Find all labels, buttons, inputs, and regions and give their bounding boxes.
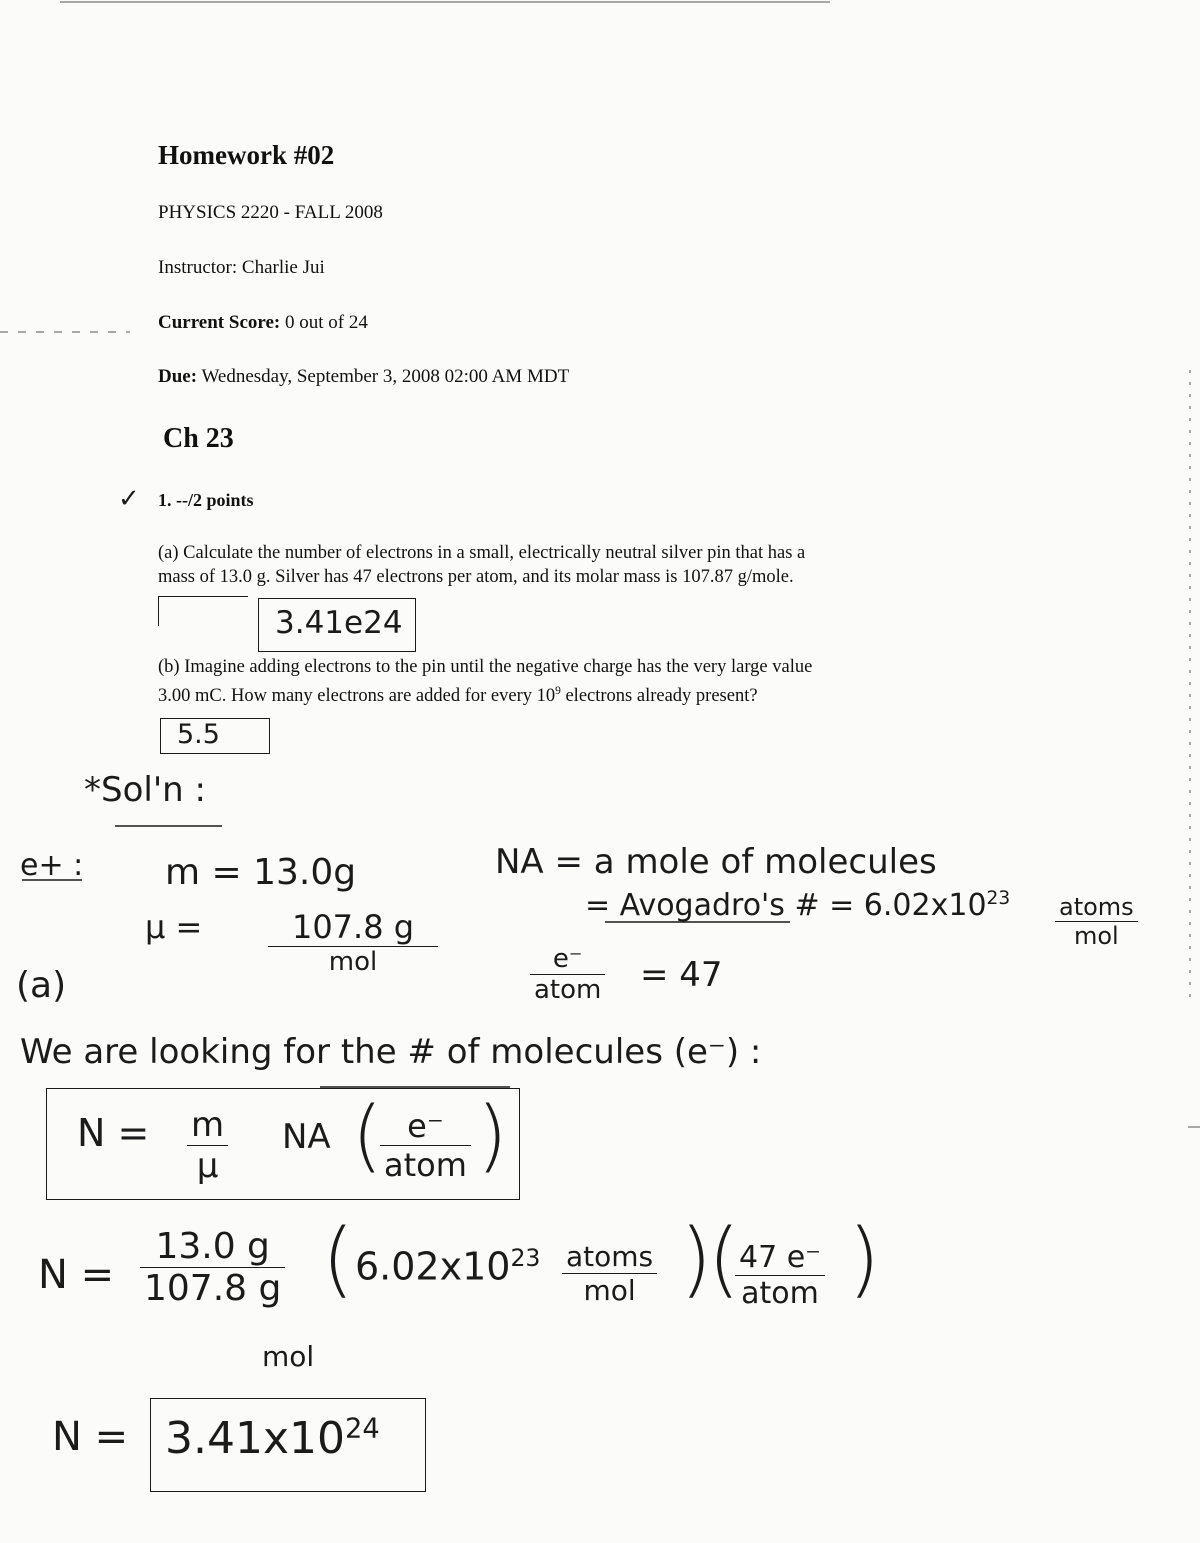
calculation-mass-fraction: $\frac{13.0 g}{107.8 g}$ [140, 1226, 285, 1309]
molar-mass-lhs: μ = [145, 908, 203, 946]
avogadro-unit: atoms mol [1055, 893, 1138, 950]
looking-for-statement: We are looking for the # of molecules (e⁻) : [20, 1032, 762, 1072]
calc-paren-2-close: ) [848, 1212, 880, 1307]
course-name: PHYSICS 2220 - FALL 2008 [158, 202, 383, 223]
part-b-line-1: (b) Imagine adding electrons to the pin until the negative charge has the very large value [158, 657, 813, 677]
part-a-line-2: mass of 13.0 g. Silver has 47 electrons per atom, and its molar mass is 107.87 g/mole. [158, 567, 794, 587]
calc-paren-1-close: ) [680, 1212, 712, 1307]
formula-lhs: N = [77, 1111, 150, 1155]
calc-paren-2-open: ( [708, 1212, 740, 1307]
formula-paren-close: ) [477, 1091, 508, 1181]
calc-paren-1-open: ( [322, 1212, 354, 1307]
calculation-avogadro: $6.02x10^{23}$ [355, 1244, 541, 1289]
answer-b-value: 5.5 [177, 719, 220, 750]
score-value: 0 out of 24 [285, 312, 368, 333]
electrons-per-atom-value: = 47 [640, 955, 723, 995]
instructor: Instructor: Charlie Jui [158, 257, 325, 278]
mass-given: m = 13.0g [165, 852, 357, 893]
calculation-electron-fraction: 47 e⁻ atom [735, 1240, 825, 1311]
check-mark-icon: ✓ [118, 484, 140, 514]
part-a-label: (a) [16, 965, 67, 1006]
answer-a-value: 3.41e24 [275, 605, 403, 641]
calculation-avogadro-unit: atoms mol [562, 1240, 657, 1307]
formula-electron-fraction: e⁻ atom [380, 1107, 471, 1184]
question-number: 1. --/2 points [158, 490, 254, 510]
part-a-line-1: (a) Calculate the number of electrons in a small, electrically neutral silver pin that has a [158, 543, 806, 563]
calculation-lhs: N = [38, 1252, 115, 1298]
result-lhs: N = [52, 1414, 129, 1460]
part-b-line-2: 3.00 mC. How many electrons are added for every $10^9$ electrons already present? [158, 685, 758, 707]
avogadro-line-2: = Avogadro's # = $6.02x10^{23}$ [585, 888, 1011, 923]
result-value: $3.41x10^{24}$ [165, 1413, 380, 1464]
avogadro-line-1: NA = a mole of molecules [495, 842, 937, 882]
chapter-heading: Ch 23 [163, 423, 234, 454]
scan-edge-marks [0, 2, 1200, 1127]
given-label: e+ : [20, 848, 84, 883]
due-value: Wednesday, September 3, 2008 02:00 AM MDT [201, 366, 570, 387]
solution-heading: *Sol'n : [84, 770, 206, 810]
calculation-molar-unit: mol [262, 1340, 315, 1373]
molar-mass-fraction: 107.8 g mol [268, 908, 438, 977]
due-label: Due: [158, 366, 198, 387]
formula-na: NA [282, 1117, 331, 1157]
page-title: Homework #02 [158, 140, 335, 170]
formula-m-over-mu: $\frac{m}{\mu}$ [187, 1105, 228, 1186]
score-label: Current Score: [158, 312, 281, 333]
electrons-per-atom-fraction: e⁻ atom [530, 944, 605, 1005]
formula-paren-open: ( [352, 1091, 383, 1181]
